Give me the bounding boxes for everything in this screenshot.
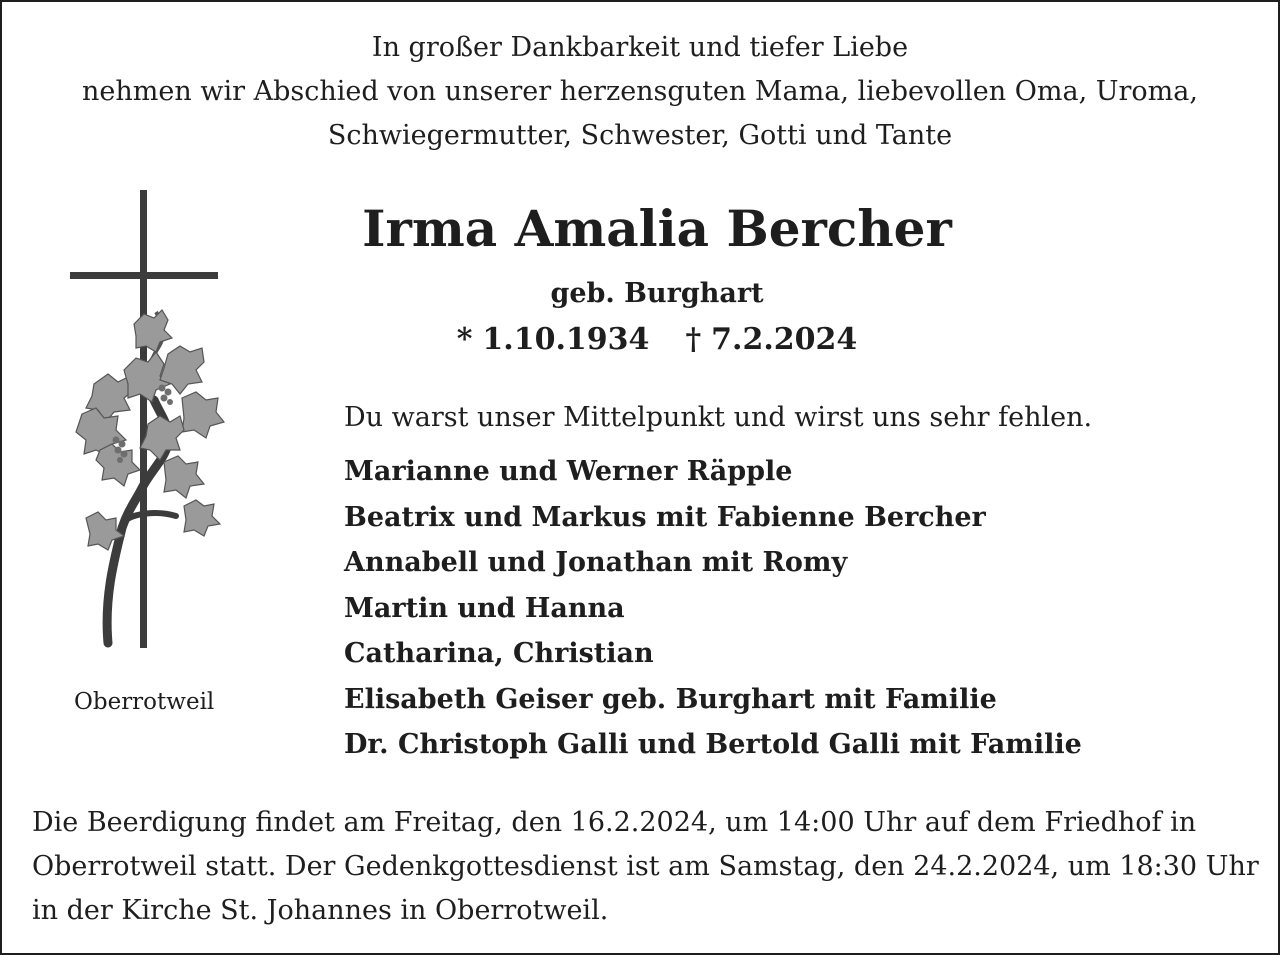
vine-leaf [184,500,220,536]
grape [121,451,128,458]
funeral-details-line: Die Beerdigung findet am Freitag, den 16.2.2024, um 14:00 Uhr auf dem Friedhof in [32,807,1197,838]
vine-leaf [164,456,204,498]
life-dates [332,318,982,362]
cross-with-grapevine-icon [64,188,244,658]
mourner-entry: Martin und Hanna [344,592,625,624]
death-date: 7.2.2024 [711,322,858,357]
grape [167,399,173,405]
mourner-entry: Marianne und Werner Räpple [344,456,793,487]
mourner-entry: Dr. Christoph Galli und Bertold Galli mit Familie [344,729,1082,760]
intro-line: nehmen wir Abschied von unserer herzensguten Mama, liebevollen Oma, Uroma, [82,76,1198,107]
grape [119,441,126,448]
funeral-details-line: in der Kirche St. Johannes in Oberrotweil. [32,895,609,926]
death-cross-icon: † [685,322,702,357]
cross-horizontal-beam [70,272,218,279]
vine-branch [126,513,176,520]
cross-vertical-beam [140,190,147,648]
grape [115,447,122,454]
funeral-details-line: Oberrotweil statt. Der Gedenkgottesdienst ist am Samstag, den 24.2.2024, um 18:30 Uhr [32,851,1259,882]
mourners-list [344,449,1082,768]
funeral-details [32,801,1268,933]
grape [159,385,166,392]
grape [161,395,168,402]
intro-line: Schwiegermutter, Schwester, Gotti und Tante [327,120,953,151]
maiden-name: geb. Burghart [550,278,764,309]
vine-leaf [134,310,172,352]
deceased-name: Irma Amalia Bercher [362,199,952,258]
intro-text [2,26,1278,158]
birth-date: 1.10.1934 [482,322,650,357]
grape [117,457,123,463]
grape [165,389,172,396]
mourner-entry: Elisabeth Geiser geb. Burghart mit Familie [344,683,997,715]
grape [113,437,120,444]
mourner-entry: Beatrix und Markus mit Fabienne Bercher [344,501,986,533]
birth-star-icon: * [456,322,473,357]
memorial-quote: Du warst unser Mittelpunkt und wirst uns sehr fehlen. [344,402,1093,433]
vine-leaf [182,392,224,438]
intro-line: In großer Dankbarkeit und tiefer Liebe [371,32,909,63]
mourner-entry: Catharina, Christian [344,638,654,669]
place-label: Oberrotweil [74,689,215,715]
vine-leaf [160,346,204,394]
mourner-entry: Annabell und Jonathan mit Romy [344,547,848,578]
